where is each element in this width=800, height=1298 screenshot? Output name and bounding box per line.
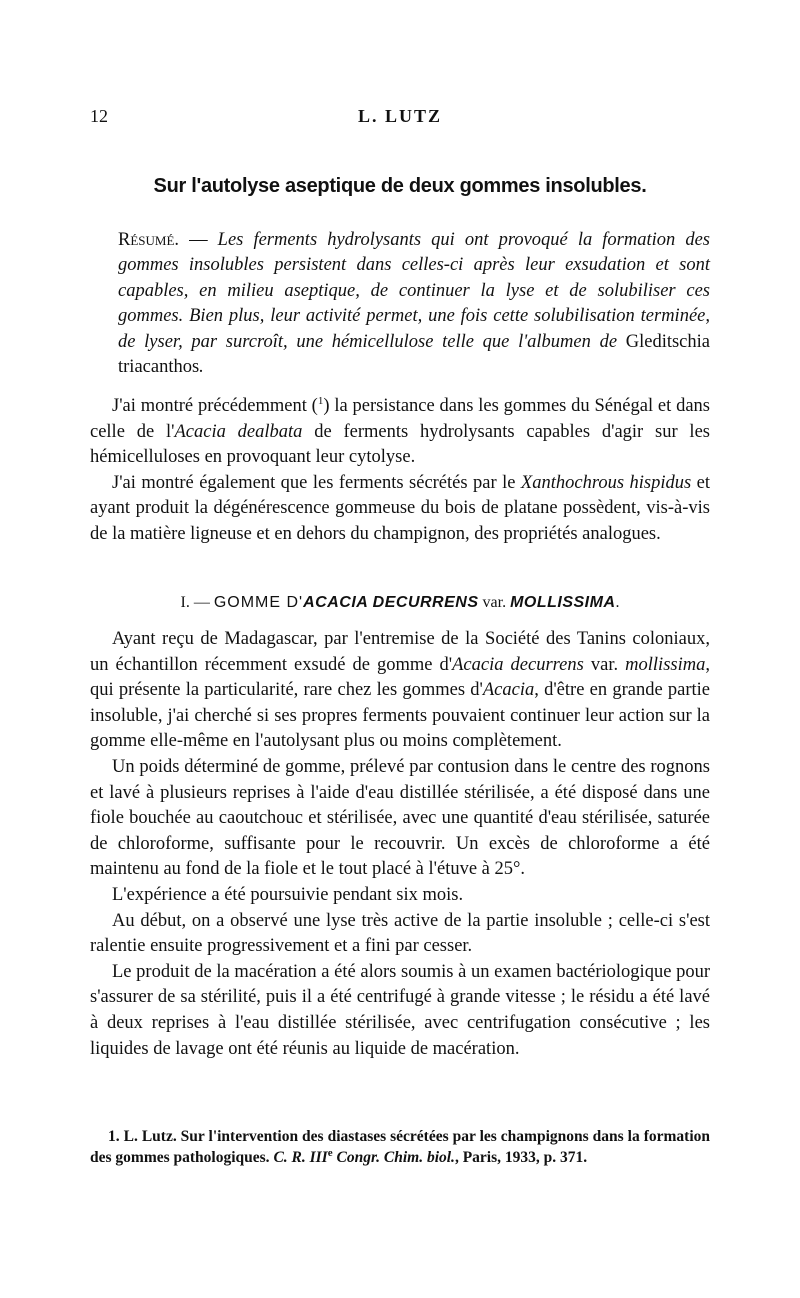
footnote [90,1127,710,1168]
species-name: Acacia decurrens [452,654,584,675]
section-end: . [615,594,620,611]
paragraph-1 [90,627,710,755]
section-var: var. [478,594,511,611]
article-title: Sur l'autolyse aseptique de deux gommes insolubles. [153,175,647,197]
text: , qui présente la particularité, rare chez les gommes d' [90,654,710,701]
abstract-species: Gleditschia triacanthos [118,331,710,378]
species-name: Xanthochrous hispidus [520,472,692,493]
abstract-label: Résumé. [118,230,180,250]
footnote-text: 1. L. Lutz. Sur l'intervention des diastases sécrétées par les champignons dans la formation des gommes pathologiques. [90,1128,710,1166]
section-label: GOMME D' [213,594,304,611]
footnote-journal: Congr. Chim. biol. [332,1148,455,1166]
species-name: Acacia dealbata [174,421,303,442]
section-heading [90,594,710,612]
text: et ayant produit la dégénérescence gommeuse du bois de platane possèdent, vis-à-vis de la matière ligneuse et en dehors du champignon, des propriétés analogues. [90,472,710,544]
text: , d'être en grande partie insoluble, j'ai cherché si ses propres ferments pouvaient continuer leur action sur la gomme elle-même en l'autolysant plus ou moins complètement. [90,680,710,752]
running-head [90,106,710,128]
paragraph-5: Le produit de la macération a été alors soumis à un examen bactériologique pour s'assurer de sa stérilité, puis il a été centrifugé à grande vitesse ; le résidu a été lavé à deux reprises à l'eau distillée stérilisée, avec centrifugation consécutive ; les liquides de lavage ont été réunis au liquide de macération. [90,961,710,1059]
text: ) la persistance dans les gommes du Sénégal et dans celle de l' [90,396,711,442]
paragraph-4: Au début, on a observé une lyse très active de la partie insoluble ; celle-ci s'est ralentie ensuite progressivement et a fini par cesser. [90,910,710,957]
footnote-journal: C. R. III [273,1148,328,1166]
running-author: L. LUTZ [357,106,443,126]
footnote-text: , Paris, 1933, p. 371. [454,1148,588,1166]
text: J'ai montré également que les ferments sécrétés par le [112,472,521,493]
intro [90,394,710,548]
abstract-text: Les ferments hydrolysants qui ont provoqué la formation des gommes insolubles persistent dans celles-ci après leur exsudation et sont capables, en milieu aseptique, de continuer la lyse et de solubiliser ces gommes. Bien plus, leur activité permet, une fois cette solubilisation terminée, de lyser, par surcroît, une hémicellulose telle que l'albumen de [118,230,710,352]
footnote-sup: e [327,1146,333,1159]
text: var. [583,654,626,675]
section-1-body [90,627,710,1062]
footnote-ref: 1 [317,394,324,407]
intro-paragraph-1 [90,394,710,471]
species-name: mollissima [625,654,706,675]
abstract-dash: — [179,230,218,250]
abstract [90,228,710,380]
intro-paragraph-2 [90,471,710,548]
paragraph-2: Un poids déterminé de gomme, prélevé par contusion dans le centre des rognons et lavé à plusieurs reprises à l'aide d'eau distillée stérilisée, a été disposé dans une fiole bouchée au caoutchouc et stérilisée, avec une quantité d'eau stérilisée, saturée de chloroforme, suffisante pour le recouvrir. Un excès de chloroforme a été maintenu au fond de la fiole et le tout placé à l'étuve à 25°. [90,756,710,880]
species-name: Acacia [482,680,535,701]
section-variety: MOLLISSIMA [510,594,616,611]
text: J'ai montré précédemment ( [112,396,318,416]
text: de ferments hydrolysants capables d'agir sur les hémicelluloses en provoquant leur cytolyse. [90,421,710,468]
section-species: ACACIA DECURRENS [303,594,479,611]
abstract-end: . [199,357,204,378]
page-number: 12 [90,106,108,126]
paragraph-3: L'expérience a été poursuivie pendant six mois. [112,884,464,905]
section-number: I. — [180,594,214,611]
text: Ayant reçu de Madagascar, par l'entremise de la Société des Tanins coloniaux, un échantillon récemment exsudé de gomme d' [90,629,710,675]
